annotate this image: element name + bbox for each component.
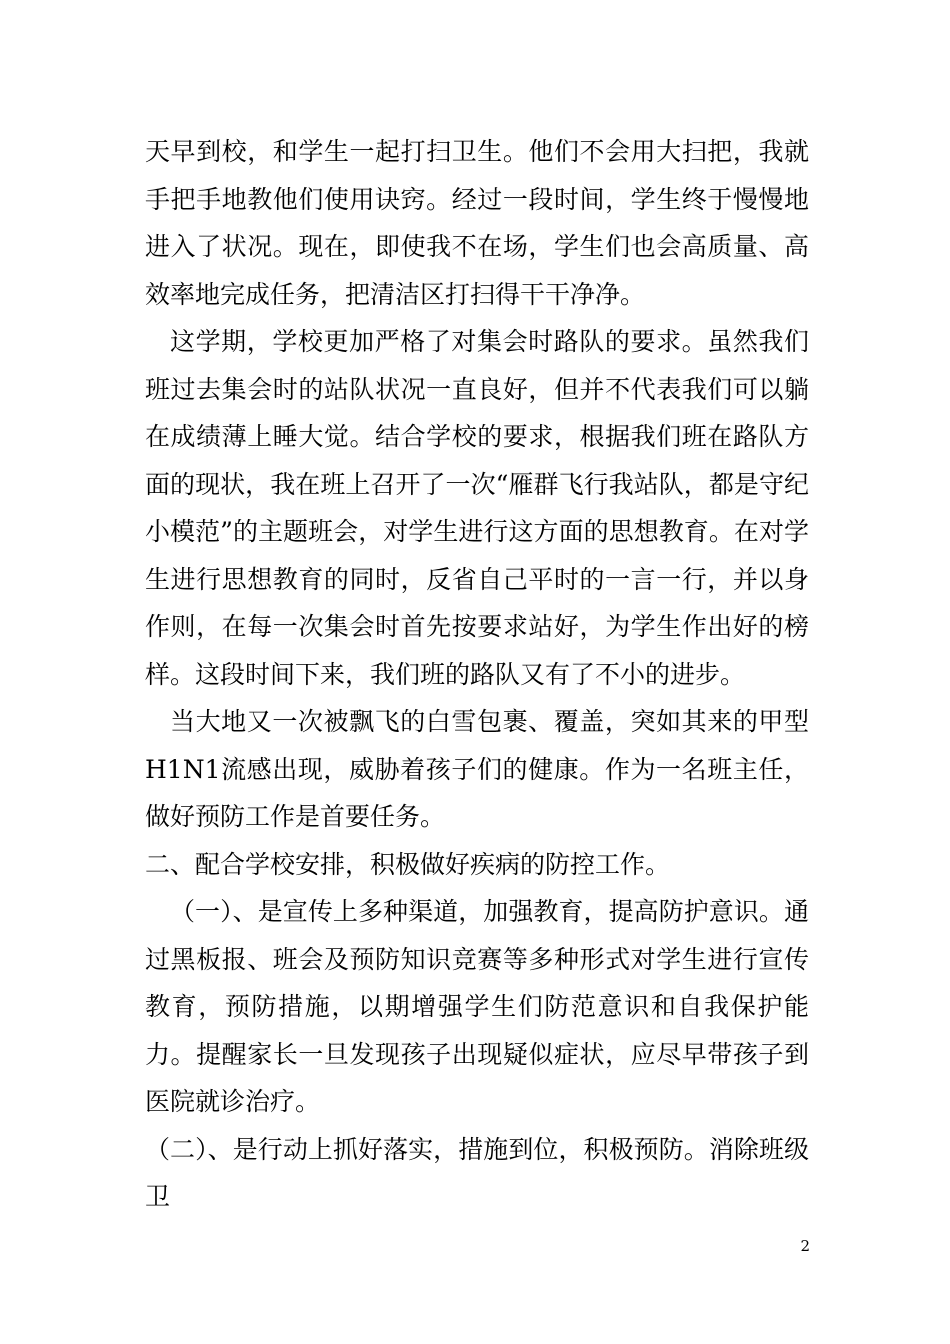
section-heading: 二、配合学校安排，积极做好疾病的防控工作。 (145, 849, 671, 879)
document-body (145, 128, 809, 1221)
paragraph-4: （一）、是宣传上多种渠道，加强教育，提高防护意识。通过黑板报、班会及预防知识竞赛等多种形式对学生进行宣传教育，预防措施，以期增强学生们防范意识和自我保护能力。提醒家长一旦发现孩子出现疑似症状，应尽早带孩子到医院就诊治疗。 (145, 897, 809, 1116)
page-number: 2 (800, 1237, 810, 1255)
paragraph-1: 天早到校，和学生一起打扫卫生。他们不会用大扫把，我就手把手地教他们使用诀窍。经过一段时间，学生终于慢慢地进入了状况。现在，即使我不在场，学生们也会高质量、高效率地完成任务，把清洁区打扫得干干净净。 (145, 137, 809, 309)
paragraph-3: 当大地又一次被飘飞的白雪包裹、覆盖，突如其来的甲型H1N1流感出现，威胁着孩子们的健康。作为一名班主任，做好预防工作是首要任务。 (145, 707, 809, 831)
paragraph-2: 这学期，学校更加严格了对集会时路队的要求。虽然我们班过去集会时的站队状况一直良好，但并不代表我们可以躺在成绩薄上睡大觉。结合学校的要求，根据我们班在路队方面的现状，我在班上召开了一次“雁群飞行我站队，都是守纪小模范”的主题班会，对学生进行这方面的思想教育。在对学生进行思想教育的同时，反省自己平时的一言一行，并以身作则，在每一次集会时首先按要求站好，为学生作出好的榜样。这段时间下来，我们班的路队又有了不小的进步。 (145, 327, 809, 689)
paragraph-5: （二）、是行动上抓好落实，措施到位，积极预防。消除班级卫 (145, 1134, 809, 1211)
